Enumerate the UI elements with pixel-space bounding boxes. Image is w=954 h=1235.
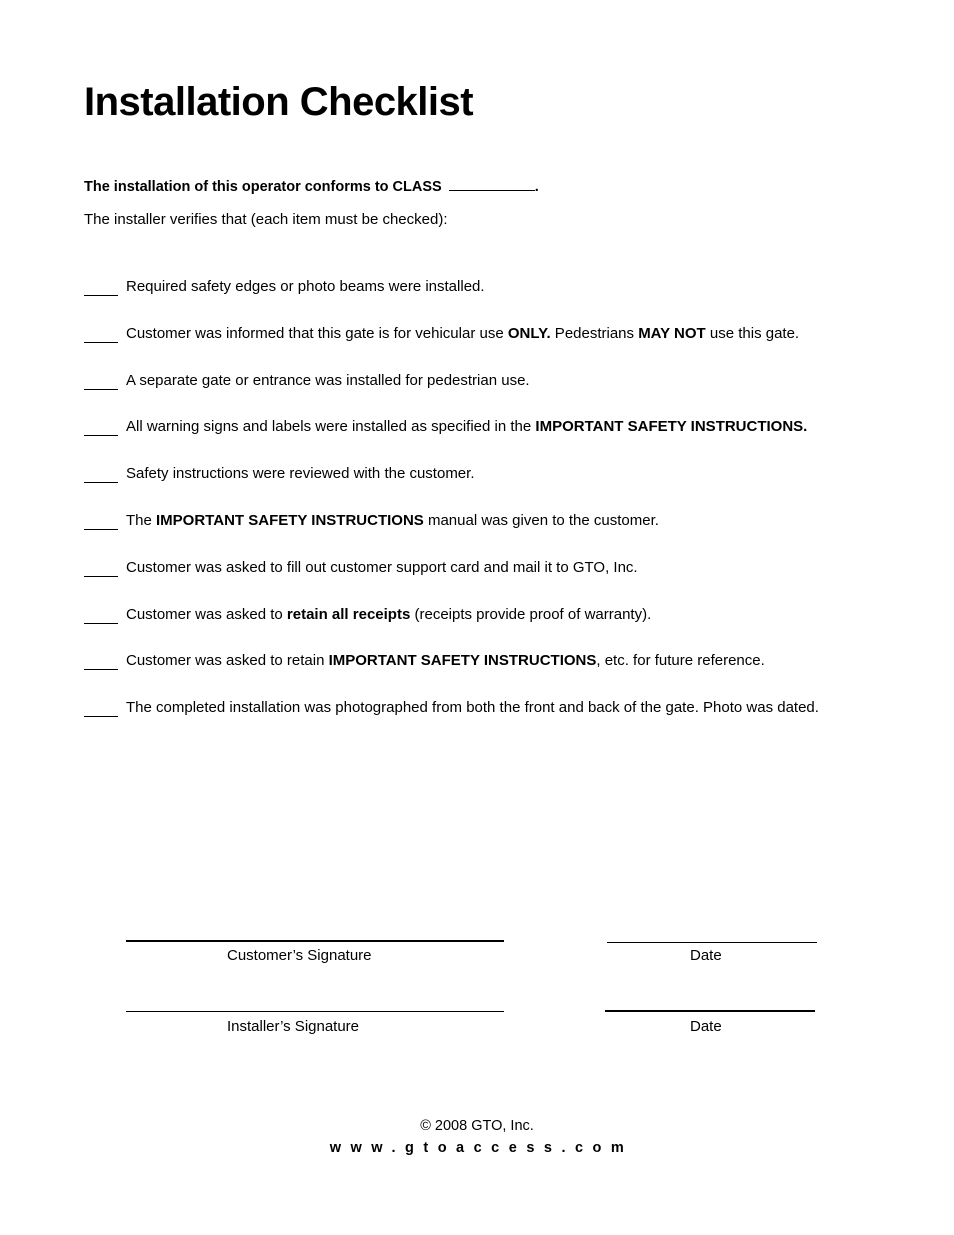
checklist-item [84, 277, 924, 324]
text-segment: use this gate. [705, 324, 800, 342]
text-segment: manual was given to the customer. [423, 511, 659, 529]
checkbox-blank[interactable] [84, 328, 118, 343]
checklist-item-text [126, 511, 659, 531]
customer-date-label: Date [690, 947, 722, 964]
checkbox-blank[interactable] [84, 562, 118, 577]
text-segment: (receipts provide proof of warranty). [410, 605, 652, 623]
customer-signature-label: Customer’s Signature [227, 947, 372, 964]
text-segment: Customer was informed that this gate is for vehicular use [126, 324, 508, 342]
installer-signature-line[interactable] [126, 1011, 504, 1012]
checklist-item [84, 605, 924, 652]
checklist [84, 277, 924, 745]
checkbox-blank[interactable] [84, 515, 118, 530]
class-statement-suffix: . [534, 179, 539, 195]
customer-signature-line[interactable] [126, 940, 504, 942]
website-link[interactable]: www.gtoaccess.com [329, 1140, 634, 1156]
checkbox-blank[interactable] [84, 375, 118, 390]
text-segment: , etc. for future reference. [596, 652, 765, 670]
checklist-item-text [126, 417, 807, 437]
text-segment: Customer was asked to retain [126, 652, 329, 670]
checklist-item [84, 698, 924, 745]
emphasis-text: IMPORTANT SAFETY INSTRUCTIONS [328, 652, 597, 670]
installer-signature-label: Installer’s Signature [227, 1018, 360, 1035]
text-segment: All warning signs and labels were installed as specified in the [126, 418, 536, 436]
checklist-item [84, 324, 924, 371]
checkbox-blank[interactable] [84, 655, 118, 670]
checklist-item-text [126, 651, 765, 671]
checklist-item-text [126, 324, 799, 344]
emphasis-text: ONLY. [507, 324, 551, 342]
text-segment: Pedestrians [550, 324, 639, 342]
text-segment: Customer was asked to fill out customer support card and mail it to GTO, Inc. [126, 558, 638, 576]
checklist-item [84, 558, 924, 605]
text-segment: The completed installation was photographed from both the front and back of the gate. Photo was dated. [126, 699, 819, 717]
emphasis-text: MAY NOT [638, 324, 706, 342]
text-segment: A separate gate or entrance was installed for pedestrian use. [126, 371, 530, 389]
class-statement [84, 176, 539, 197]
checklist-item [84, 511, 924, 558]
page-title: Installation Checklist [84, 80, 474, 124]
installer-date-line[interactable] [605, 1010, 815, 1012]
emphasis-text: retain all receipts [286, 605, 411, 623]
customer-date-line[interactable] [607, 942, 817, 943]
checkbox-blank[interactable] [84, 702, 118, 717]
checkbox-blank[interactable] [84, 421, 118, 436]
checklist-item-text [126, 698, 819, 718]
intro-text: The installer verifies that (each item must be checked): [84, 211, 448, 228]
checklist-item-text [126, 605, 651, 625]
checkbox-blank[interactable] [84, 609, 118, 624]
checklist-item [84, 371, 924, 418]
text-segment: The [126, 511, 157, 529]
checkbox-blank[interactable] [84, 281, 118, 296]
text-segment: Required safety edges or photo beams were installed. [126, 278, 485, 295]
checklist-item [84, 417, 924, 464]
class-blank[interactable] [449, 176, 535, 191]
checklist-item-text [126, 558, 638, 578]
checklist-item-text [126, 464, 475, 484]
installer-date-label: Date [690, 1018, 722, 1035]
emphasis-text: IMPORTANT SAFETY INSTRUCTIONS [156, 511, 424, 529]
copyright-text: © 2008 GTO, Inc. [420, 1118, 534, 1134]
checklist-item [84, 464, 924, 511]
class-statement-text: The installation of this operator conforms to CLASS [84, 179, 442, 195]
text-segment: Customer was asked to [126, 605, 287, 623]
emphasis-text: IMPORTANT SAFETY INSTRUCTIONS. [535, 418, 808, 436]
checkbox-blank[interactable] [84, 468, 118, 483]
checklist-item-text [126, 371, 530, 391]
checklist-item-text [126, 277, 485, 297]
checklist-item [84, 651, 924, 698]
text-segment: Safety instructions were reviewed with the customer. [126, 465, 475, 483]
